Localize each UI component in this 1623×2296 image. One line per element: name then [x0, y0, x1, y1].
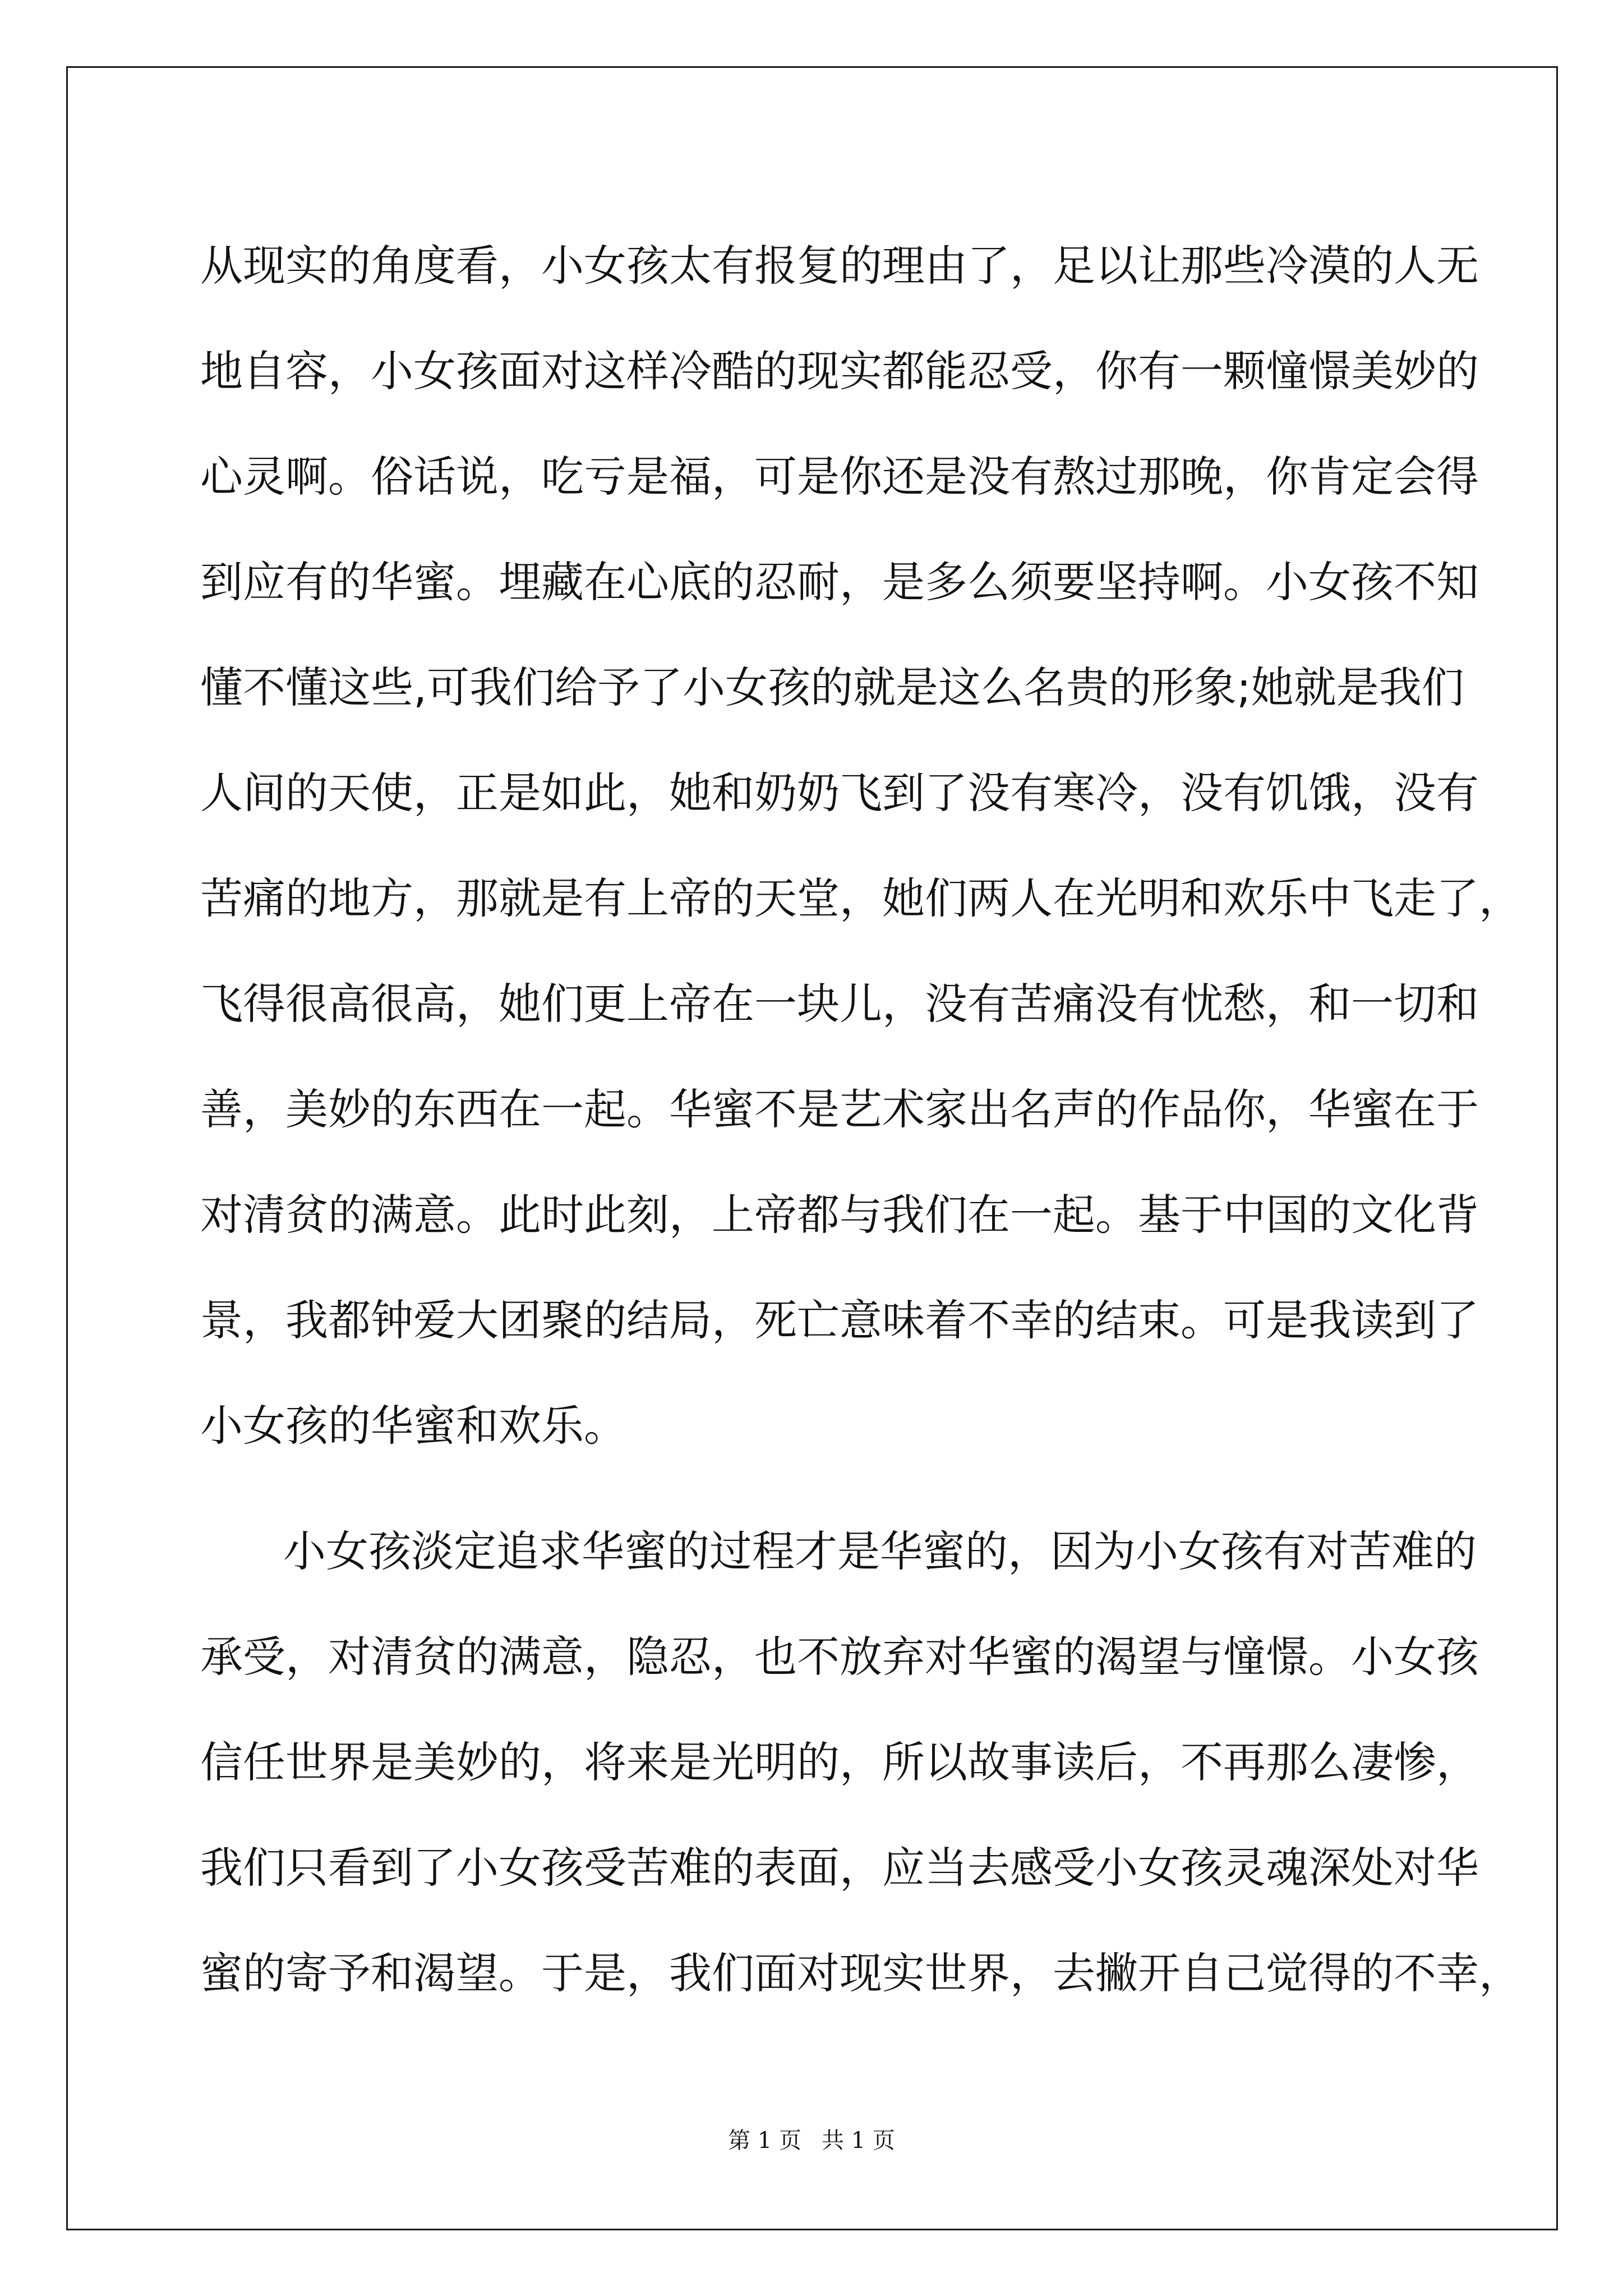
text-line: 我们只看到了小女孩受苦难的表面，应当去感受小女孩灵魂深处对华	[200, 1843, 1479, 1893]
text-line: 飞得很高很高，她们更上帝在一块儿，没有苦痛没有忧愁，和一切和	[200, 979, 1479, 1029]
text-line: 蜜的寄予和渴望。于是，我们面对现实世界，去撇开自己觉得的不幸，	[200, 1948, 1521, 1998]
paragraph-first-line: 小女孩淡定追求华蜜的过程才是华蜜的，因为小女孩有对苦难的	[283, 1526, 1477, 1576]
text-line: 信任世界是美妙的，将来是光明的，所以故事读后，不再那么凄惨，	[200, 1737, 1479, 1787]
document-body	[200, 213, 1521, 2026]
page-total: 共 1 页	[822, 2128, 895, 2154]
text-line: 懂不懂这些,可我们给予了小女孩的就是这么名贵的形象;她就是我们	[200, 662, 1464, 712]
text-line: 到应有的华蜜。埋藏在心底的忍耐，是多么须要坚持啊。小女孩不知	[200, 557, 1479, 607]
text-line: 苦痛的地方，那就是有上帝的天堂，她们两人在光明和欢乐中飞走了，	[200, 873, 1521, 923]
text-line: 景，我都钟爱大团聚的结局，死亡意味着不幸的结束。可是我读到了	[200, 1295, 1479, 1345]
text-line: 人间的天使，正是如此，她和奶奶飞到了没有寒冷，没有饥饿，没有	[200, 768, 1479, 818]
text-line: 善，美妙的东西在一起。华蜜不是艺术家出名声的作品你，华蜜在于	[200, 1084, 1479, 1134]
text-line: 承受，对清贫的满意，隐忍，也不放弃对华蜜的渴望与憧憬。小女孩	[200, 1632, 1479, 1682]
text-line: 从现实的角度看，小女孩太有报复的理由了，足以让那些冷漠的人无	[200, 241, 1479, 291]
text-line: 对清贫的满意。此时此刻，上帝都与我们在一起。基于中国的文化背	[200, 1190, 1479, 1240]
page-footer	[0, 2123, 1623, 2155]
text-line: 小女孩的华蜜和欢乐。	[200, 1401, 626, 1451]
text-line: 地自容，小女孩面对这样冷酷的现实都能忍受，你有一颗憧憬美妙的	[200, 346, 1479, 396]
page-number: 第 1 页	[728, 2128, 801, 2154]
text-line: 心灵啊。俗话说，吃亏是福，可是你还是没有熬过那晚，你肯定会得	[200, 452, 1479, 501]
